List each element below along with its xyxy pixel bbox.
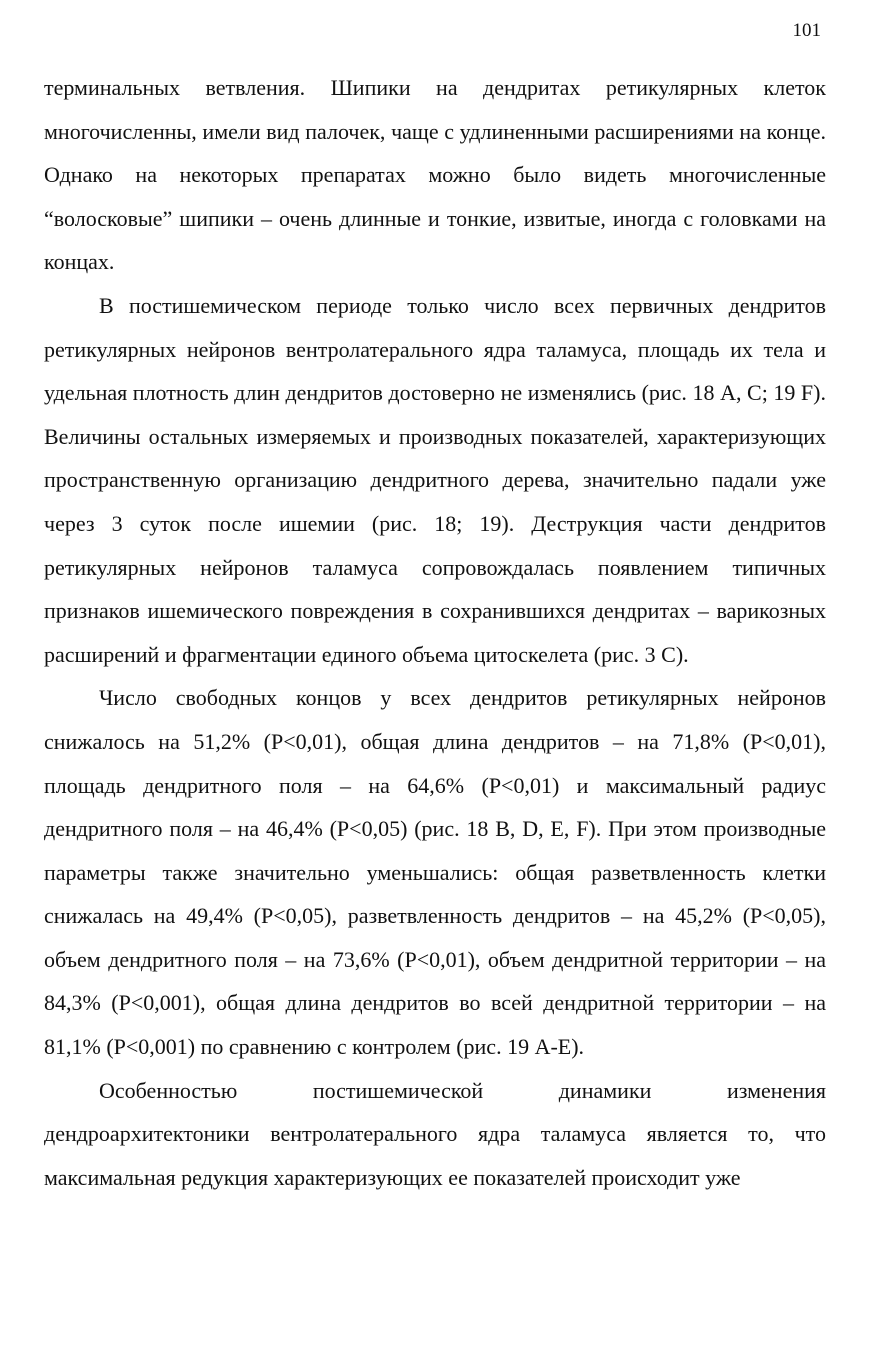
page-number: 101 bbox=[792, 20, 821, 41]
document-body bbox=[44, 66, 826, 1199]
paragraph: Число свободных концов у всех дендритов ретикулярных нейронов снижалось на 51,2% (P<0,01), общая длина дендритов – на 71,8% (P<0,01), площадь дендритного поля – на 64,6% (P<0,01) и максимальный радиус дендритного поля – на 46,4% (P<0,05) (рис. 18 В, D, E, F). При этом производные параметры также значительно уменьшались: общая разветвленность клетки снижалась на 49,4% (P<0,05), разветвленность дендритов – на 45,2% (P<0,05), объем дендритного поля – на 73,6% (P<0,01), объем дендритной территории – на 84,3% (P<0,001), общая длина дендритов во всей дендритной территории – на 81,1% (P<0,001) по сравнению с контролем (рис. 19 А-Е). bbox=[44, 685, 826, 1060]
paragraph: Особенностью постишемической динамики изменения дендроархитектоники вентролатерального ядра таламуса является то, что максимальная редукция характеризующих ее показателей происходит уже bbox=[44, 1077, 826, 1190]
paragraph: терминальных ветвления. Шипики на дендритах ретикулярных клеток многочисленны, имели вид палочек, чаще с удлиненными расширениями на конце. Однако на некоторых препаратах можно было видеть многочисленные “волосковые” шипики – очень длинные и тонкие, извитые, иногда с головками на концах. bbox=[44, 75, 826, 275]
paragraph: В постишемическом периоде только число всех первичных дендритов ретикулярных нейронов вентролатерального ядра таламуса, площадь их тела и удельная плотность длин дендритов достоверно не изменялись (рис. 18 А, С; 19 F). Величины остальных измеряемых и производных показателей, характеризующих пространственную организацию дендритного дерева, значительно падали уже через 3 суток после ишемии (рис. 18; 19). Деструкция части дендритов ретикулярных нейронов таламуса сопровождалась появлением типичных признаков ишемического повреждения в сохранившихся дендритах – варикозных расширений и фрагментации единого объема цитоскелета (рис. 3 С). bbox=[44, 292, 826, 667]
